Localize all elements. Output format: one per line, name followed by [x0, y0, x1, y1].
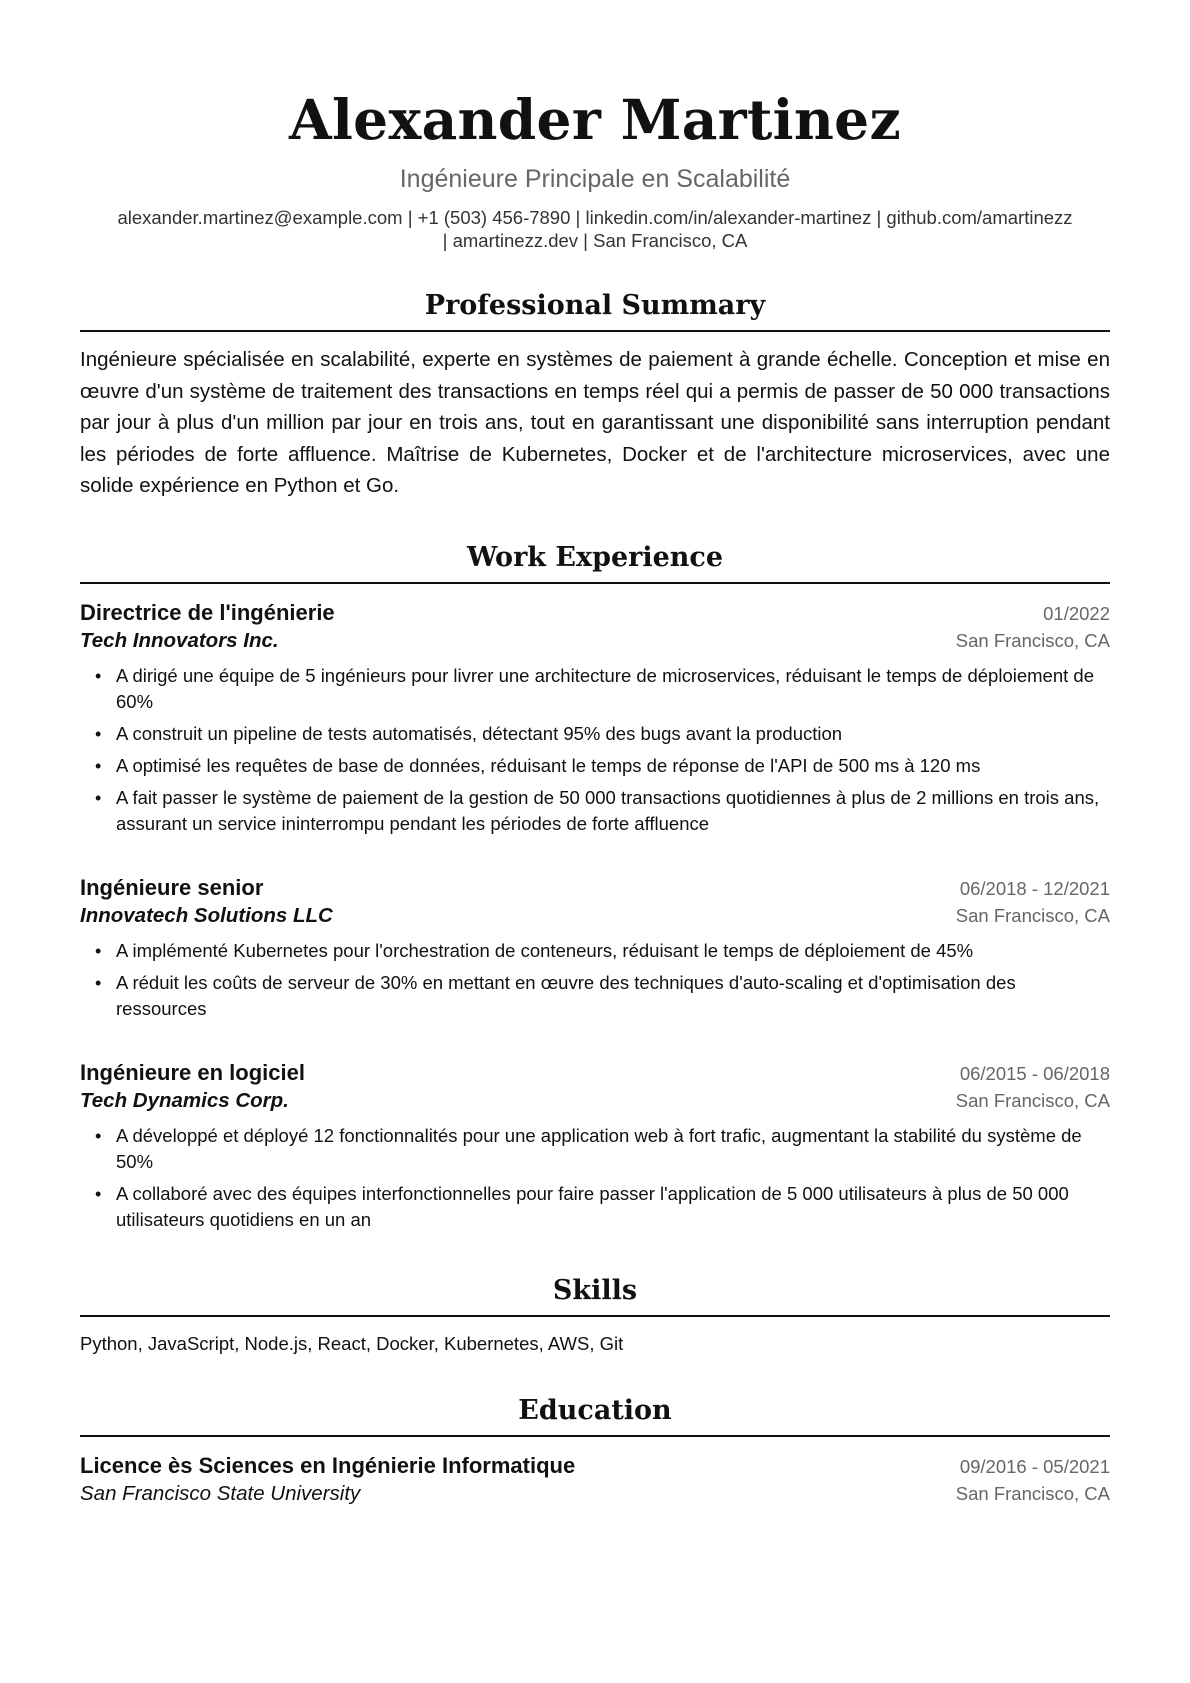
- job-bullets: [80, 938, 1110, 1022]
- education-school: San Francisco State University: [80, 1481, 361, 1505]
- job-date: 06/2015 - 06/2018: [959, 1062, 1110, 1084]
- skills-title: Skills: [80, 1273, 1110, 1317]
- job-company-row: [80, 902, 1110, 930]
- list-item: • A collaboré avec des équipes interfonctionnelles pour faire passer l'application de 5 000 utilisateurs à plus de 50 000 utilisateurs quotidiens en un an: [116, 1181, 1110, 1233]
- job-header-row: [80, 1058, 1110, 1087]
- job-header-row: [80, 873, 1110, 902]
- job-entry: [80, 1058, 1110, 1233]
- list-item: • A fait passer le système de paiement de la gestion de 50 000 transactions quotidiennes à plus de 2 millions en trois ans, assurant un service ininterrompu pendant les périodes de forte affluence: [116, 785, 1110, 837]
- experience-title: Work Experience: [80, 540, 1110, 584]
- education-location: San Francisco, CA: [955, 1482, 1110, 1504]
- job-company: Tech Dynamics Corp.: [80, 1088, 289, 1112]
- education-header-row: [80, 1451, 1110, 1480]
- list-item: • A développé et déployé 12 fonctionnalités pour une application web à fort trafic, augmentant la stabilité du système de 50%: [116, 1123, 1110, 1175]
- candidate-headline: Ingénieure Principale en Scalabilité: [399, 165, 791, 193]
- job-date: 01/2022: [1043, 602, 1110, 624]
- list-item: • A réduit les coûts de serveur de 30% en mettant en œuvre des techniques d'auto-scaling et d'optimisation des ressources: [116, 970, 1110, 1022]
- education-degree: Licence ès Sciences en Ingénierie Informatique: [80, 1452, 576, 1478]
- job-company-row: [80, 627, 1110, 655]
- summary-text: Ingénieure spécialisée en scalabilité, experte en systèmes de paiement à grande échelle. Conception et mise en œuvre d'un système de traitement des transactions en temps réel qui a permis de passer de 50 000 transactions par jour à plus d'un million par jour en trois ans, tout en garantissant une disponibilité sans interruption pendant les périodes de forte affluence. Maîtrise de Kubernetes, Docker et de l'architecture microservices, avec une solide expérience en Python et Go.: [80, 348, 1110, 497]
- job-bullets: [80, 663, 1110, 837]
- job-company: Tech Innovators Inc.: [80, 628, 279, 652]
- experience-section: [80, 540, 1110, 1233]
- education-date: 09/2016 - 05/2021: [959, 1455, 1110, 1477]
- list-item: • A optimisé les requêtes de base de données, réduisant le temps de réponse de l'API de 500 ms à 120 ms: [116, 753, 1110, 779]
- candidate-name: Alexander Martinez: [289, 87, 901, 152]
- job-bullets: [80, 1123, 1110, 1233]
- summary-section: [80, 288, 1110, 502]
- job-location: San Francisco, CA: [955, 1089, 1110, 1111]
- list-item: • A dirigé une équipe de 5 ingénieurs pour livrer une architecture de microservices, réduisant le temps de déploiement de 60%: [116, 663, 1110, 715]
- contact-line-2: | amartinezz.dev | San Francisco, CA: [442, 230, 748, 251]
- resume-header: [80, 0, 1110, 252]
- job-title: Directrice de l'ingénierie: [80, 599, 335, 625]
- job-company-row: [80, 1087, 1110, 1115]
- job-title: Ingénieure senior: [80, 874, 264, 900]
- education-entry: [80, 1451, 1110, 1508]
- skills-list: Python, JavaScript, Node.js, React, Docker, Kubernetes, AWS, Git: [80, 1332, 624, 1354]
- education-section: [80, 1393, 1110, 1508]
- job-header-row: [80, 598, 1110, 627]
- list-item: • A construit un pipeline de tests automatisés, détectant 95% des bugs avant la production: [116, 721, 1110, 747]
- job-title: Ingénieure en logiciel: [80, 1059, 305, 1085]
- job-date: 06/2018 - 12/2021: [959, 877, 1110, 899]
- job-location: San Francisco, CA: [955, 629, 1110, 651]
- list-item: • A implémenté Kubernetes pour l'orchestration de conteneurs, réduisant le temps de déploiement de 45%: [116, 938, 1110, 964]
- skills-section: [80, 1273, 1110, 1357]
- contact-info: [80, 206, 1110, 252]
- summary-title: Professional Summary: [80, 288, 1110, 332]
- job-entry: [80, 873, 1110, 1022]
- job-entry: [80, 598, 1110, 837]
- education-title: Education: [80, 1393, 1110, 1437]
- education-school-row: [80, 1480, 1110, 1508]
- job-location: San Francisco, CA: [955, 904, 1110, 926]
- job-company: Innovatech Solutions LLC: [80, 903, 333, 927]
- contact-line-1: alexander.martinez@example.com | +1 (503) 456-7890 | linkedin.com/in/alexander-martinez | github.com/amartinezz: [117, 207, 1073, 228]
